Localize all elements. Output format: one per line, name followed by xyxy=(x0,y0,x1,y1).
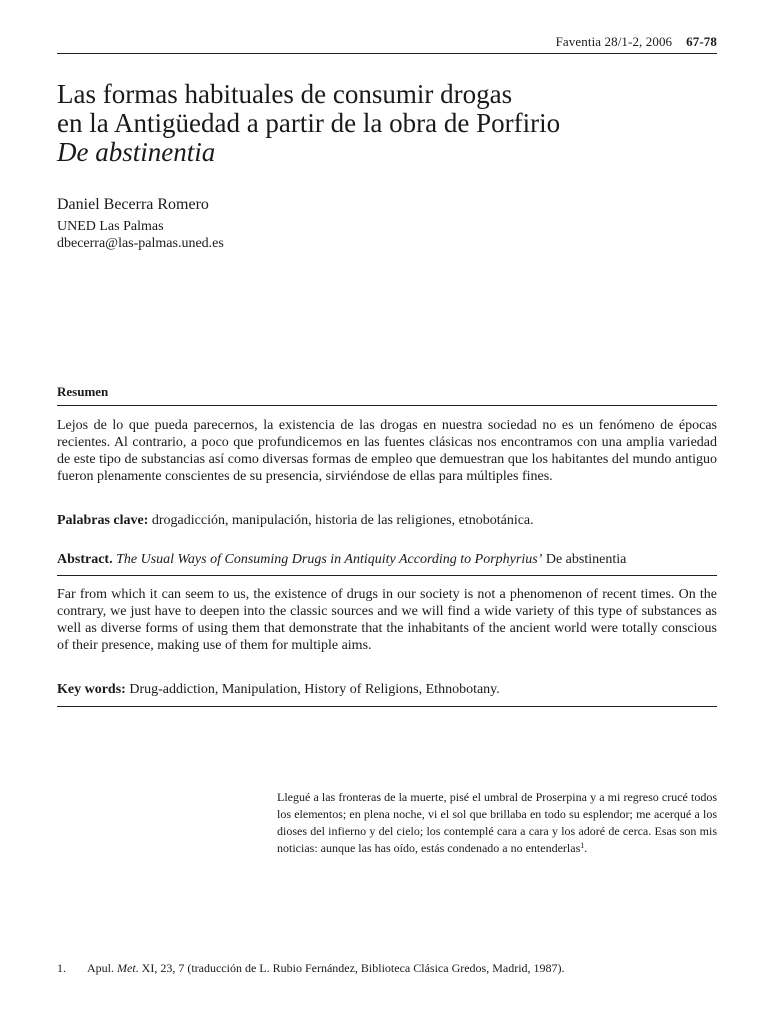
abstract-title-roman: De abstinentia xyxy=(545,552,627,567)
header-rule xyxy=(57,53,717,54)
keywords-label: Palabras clave: xyxy=(57,513,149,528)
keywords-list: Drug-addiction, Manipulation, History of Religions, Ethnobotany. xyxy=(129,682,500,697)
running-head xyxy=(556,34,717,50)
article-title xyxy=(57,80,717,167)
footnote-ref[interactable]: 1 xyxy=(580,841,585,850)
journal-citation: Faventia 28/1-2, 2006 xyxy=(555,34,673,49)
abstract-label: Abstract. xyxy=(57,552,113,567)
abstract-text: Far from which it can seem to us, the existence of drugs in our society is not a phenomenon of recent times. On the contrary, we just have to deepen into the classic sources and we will find a wide variety of this type of substances as well as diverse forms of using them that demonstrate that the inhabitants of the ancient world were totally conscious of their presence, making use of them for multiple aims. xyxy=(57,587,717,653)
author-email: dbecerra@las-palmas.uned.es xyxy=(57,236,224,251)
footnote-details: . XI, 23, 7 (traducción de L. Rubio Fernández, Biblioteca Clásica Gredos, Madrid, 1987). xyxy=(135,961,565,975)
abstract-title-line xyxy=(57,551,717,568)
section-rule xyxy=(57,405,717,406)
title-line-2: en la Antigüedad a partir de la obra de Porfirio xyxy=(57,108,561,138)
epigraph-quote: Llegué a las fronteras de la muerte, pisé el umbral de Proserpina y a mi regreso crucé todos los elementos; en plena noche, vi el sol que brillaba en todo su esplendor; me acerqué a los dioses del infierno y del cielo; los contemplé cara a cara y los adoré de cerca. Esas son mis noticias: aunque las has oído, estás condenado a no entenderlas$^1$. xyxy=(277,790,717,855)
title-line-3: De abstinentia xyxy=(57,137,216,167)
author-name: Daniel Becerra Romero xyxy=(57,196,209,213)
title-line-1: Las formas habituales de consumir drogas xyxy=(57,79,513,109)
abstract-title-italic: The Usual Ways of Consuming Drugs in Antiquity According to Porphyrius’ xyxy=(116,552,543,567)
epigraph-text: Llegué a las fronteras de la muerte, pisé el umbral de Proserpina y a mi regreso crucé todos los elementos; en plena noche, vi el sol que brillaba en todo su esplendor; me acerqué a los dioses del infierno y del cielo; los contemplé cara a cara y los adoré de cerca. Esas son mis noticias: aunque las has oído, estás condenado a no entenderlas xyxy=(277,790,717,855)
institution: UNED Las Palmas xyxy=(57,219,164,234)
footnote-number: 1. xyxy=(57,961,66,975)
footnote-author: Apul. xyxy=(87,961,114,975)
footnote-work: Met xyxy=(117,961,136,975)
palabras-clave xyxy=(57,512,717,529)
footnote xyxy=(57,961,722,976)
section-rule xyxy=(57,575,717,576)
resumen-heading: Resumen xyxy=(57,384,109,399)
resumen-text: Lejos de lo que pueda parecernos, la existencia de las drogas en nuestra sociedad no es un fenómeno de épocas recientes. Al contrario, a poco que profundicemos en las fuentes clásicas nos encontramos con una amplia variedad de este tipo de substancias así como diversas formas de empleo que demuestran que los habitantes del mundo antiguo fueron plenamente conscientes de su presencia, sirviéndose de ellas para múltiples fines. xyxy=(57,418,717,484)
keywords-list: drogadicción, manipulación, historia de las religiones, etnobotánica. xyxy=(151,513,534,528)
author-affiliation xyxy=(57,218,224,252)
page-range: 67-78 xyxy=(686,34,717,49)
section-rule xyxy=(57,706,717,707)
key-words xyxy=(57,681,717,698)
keywords-label: Key words: xyxy=(57,682,126,697)
article-page xyxy=(57,0,717,1024)
